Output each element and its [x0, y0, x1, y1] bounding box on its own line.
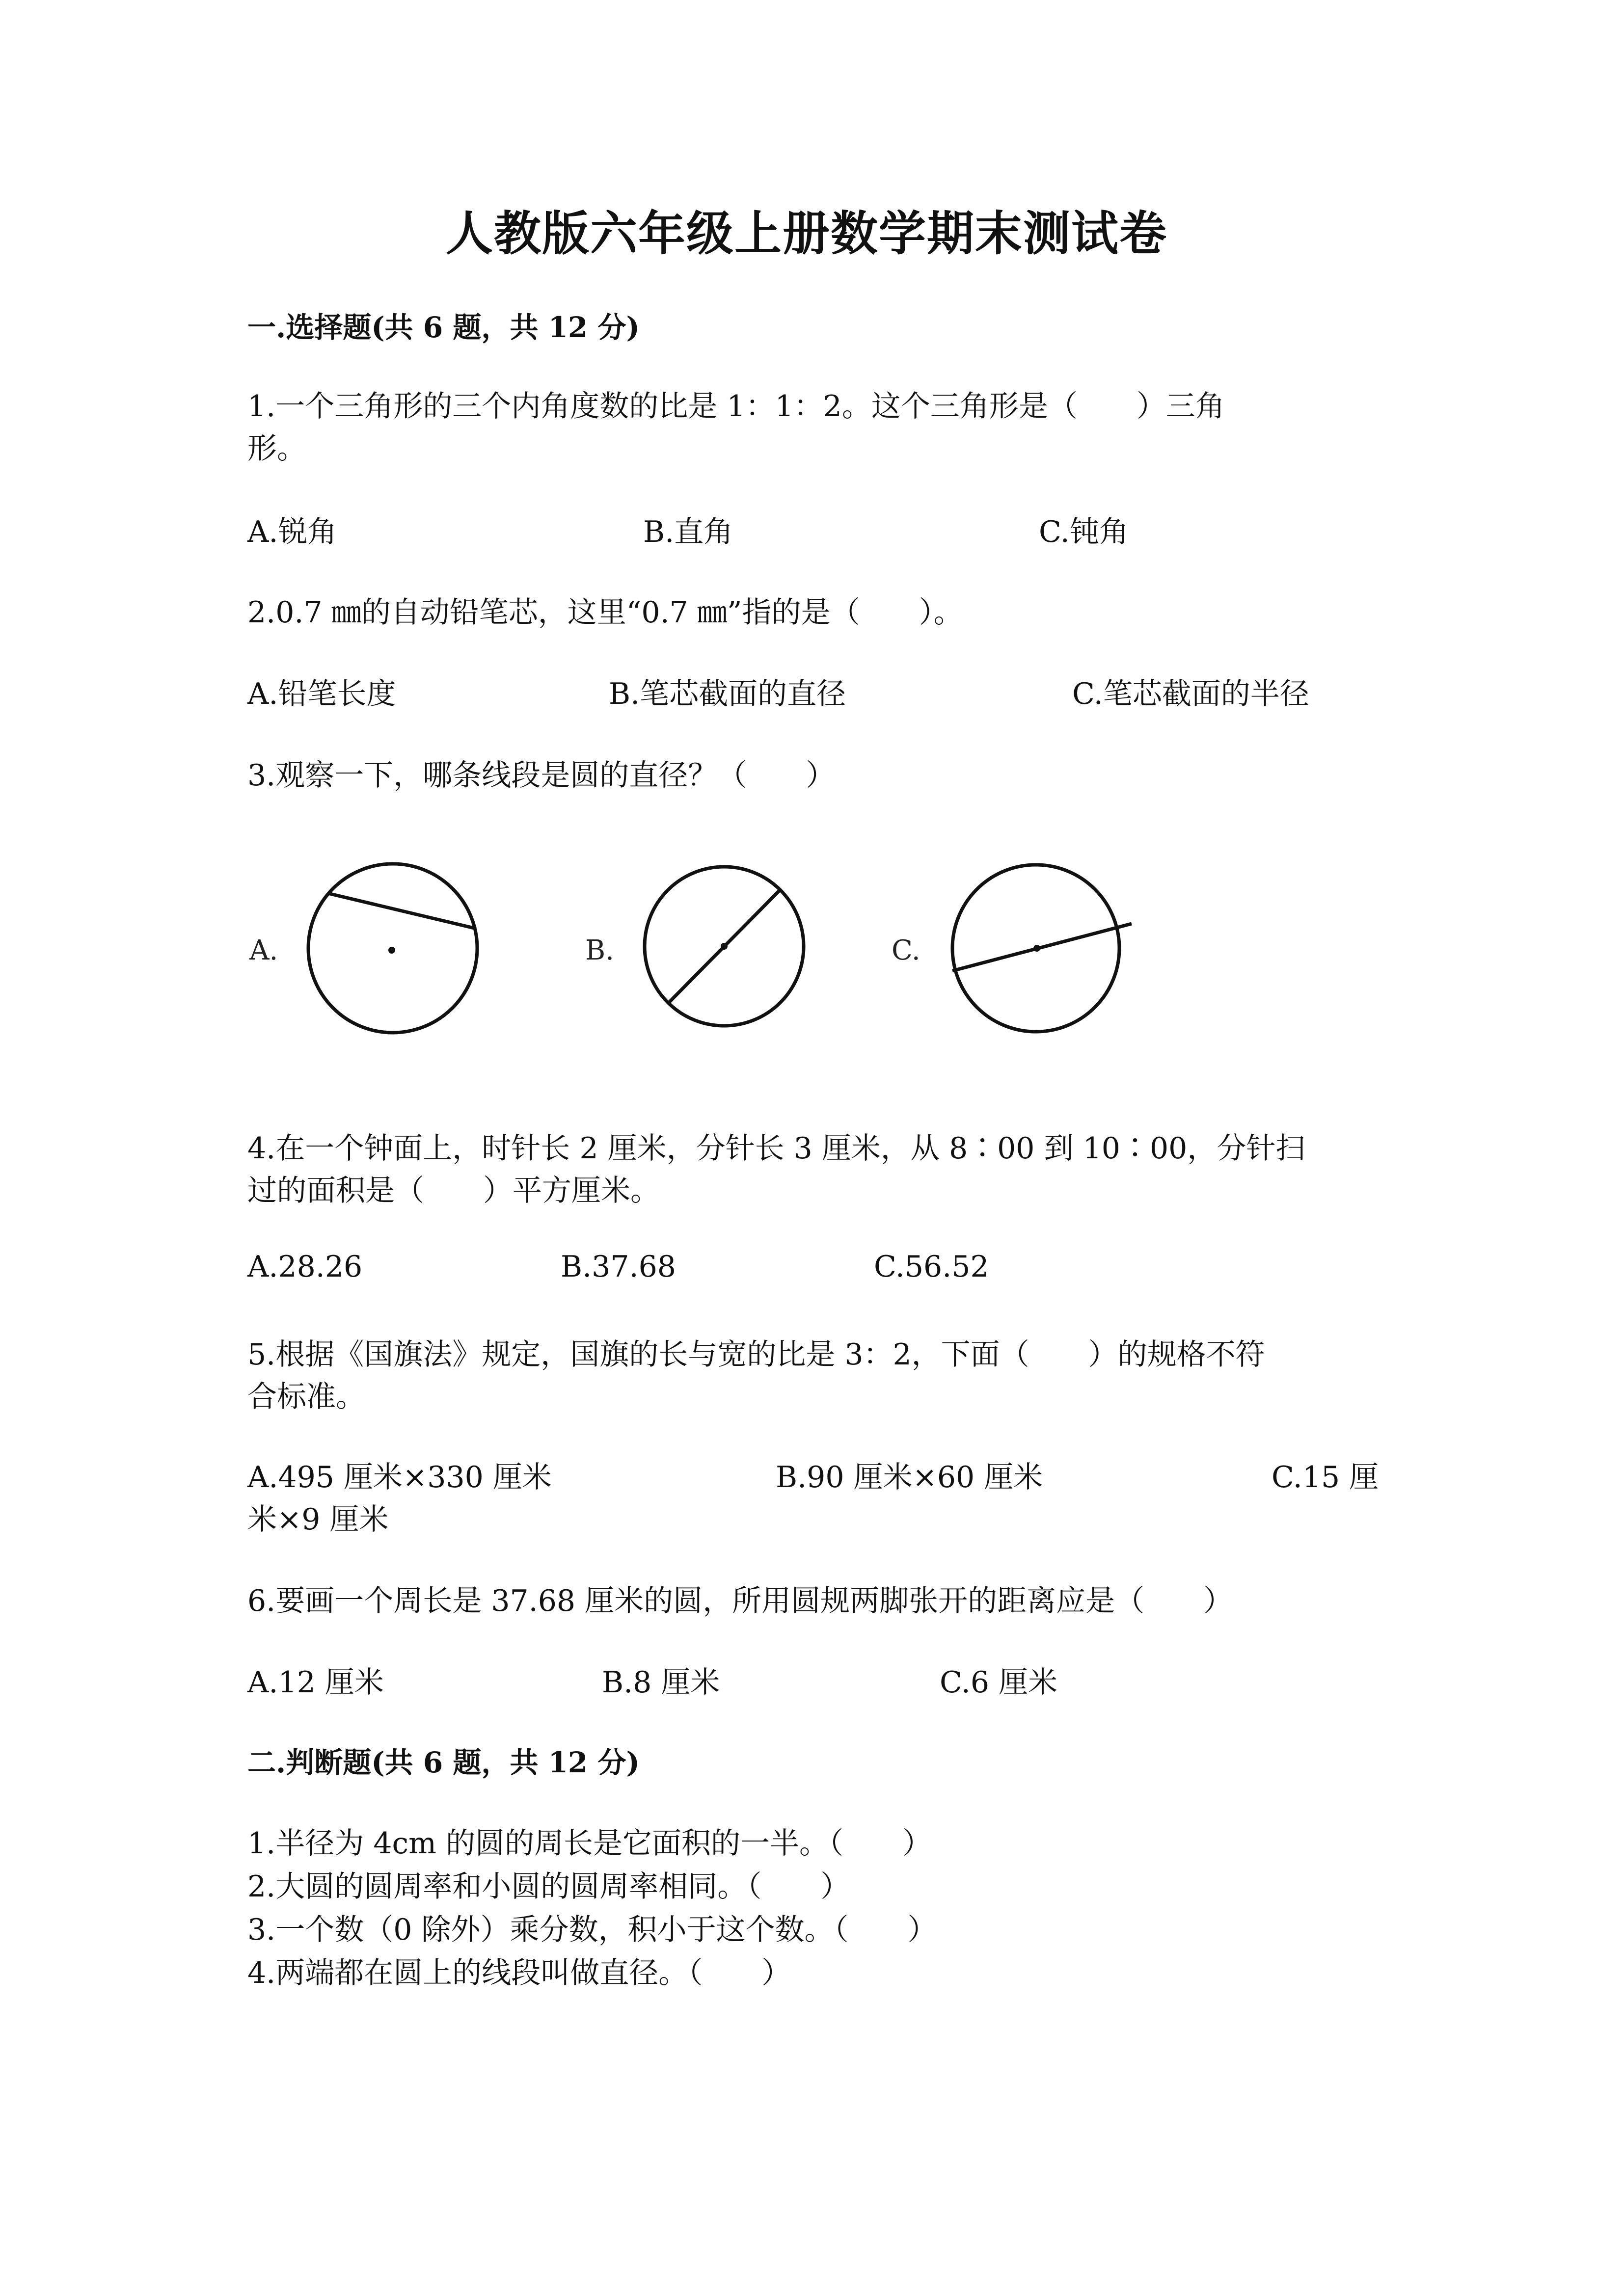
figure-label-a: A. — [249, 934, 278, 966]
question-4-option-b: B.37.68 — [561, 1250, 676, 1284]
section-heading-choice: 一.选择题(共 6 题，共 12 分) — [247, 311, 640, 344]
question-5-option-c-cont: 米×9 厘米 — [247, 1502, 389, 1537]
question-6-option-a: A.12 厘米 — [247, 1665, 384, 1700]
center-dot-b — [721, 943, 728, 950]
question-6-option-c: C.6 厘米 — [940, 1665, 1058, 1700]
question-2-line-1: 2.0.7 ㎜的自动铅笔芯，这里“0.7 ㎜”指的是（ ）。 — [247, 595, 963, 630]
question-6-option-b: B.8 厘米 — [602, 1665, 720, 1700]
question-5-line-1: 5.根据《国旗法》规定，国旗的长与宽的比是 3：2，下面（ ）的规格不符 — [247, 1337, 1265, 1372]
judgement-4: 4.两端都在圆上的线段叫做直径。（ ） — [247, 1956, 791, 1990]
question-4-line-2: 过的面积是（ ）平方厘米。 — [247, 1174, 660, 1208]
question-1-line-2: 形。 — [247, 431, 306, 466]
chord-a — [328, 893, 476, 929]
question-2-option-c: C.笔芯截面的半径 — [1072, 677, 1309, 711]
question-1-line-1: 1.一个三角形的三个内角度数的比是 1：1：2。这个三角形是（ ）三角 — [247, 389, 1225, 424]
question-5-line-2: 合标准。 — [247, 1380, 365, 1414]
question-2-option-b: B.笔芯截面的直径 — [609, 677, 846, 711]
judgement-2: 2.大圆的圆周率和小圆的圆周率相同。（ ） — [247, 1869, 850, 1904]
center-dot-a — [388, 947, 395, 954]
question-1-option-b: B.直角 — [643, 515, 733, 549]
section-heading-judgement: 二.判断题(共 6 题，共 12 分) — [247, 1746, 640, 1779]
question-1-option-a: A.锐角 — [247, 515, 337, 549]
question-3-line-1: 3.观察一下，哪条线段是圆的直径？（ ） — [247, 758, 836, 793]
figure-label-c: C. — [892, 934, 920, 966]
circles-figure — [236, 844, 1168, 1050]
line-c — [952, 924, 1132, 971]
question-4-line-1: 4.在一个钟面上，时针长 2 厘米，分针长 3 厘米，从 8∶00 到 10∶00，分针扫 — [247, 1131, 1305, 1166]
question-6-line-1: 6.要画一个周长是 37.68 厘米的圆，所用圆规两脚张开的距离应是（ ） — [247, 1584, 1233, 1618]
page-title: 人教版六年级上册数学期末测试卷 — [446, 206, 1167, 261]
question-2-option-a: A.铅笔长度 — [247, 677, 396, 711]
judgement-3: 3.一个数（0 除外）乘分数，积小于这个数。（ ） — [247, 1913, 937, 1947]
question-5-option-a: A.495 厘米×330 厘米 — [247, 1460, 552, 1495]
figure-label-b: B. — [585, 934, 614, 966]
question-5-option-b: B.90 厘米×60 厘米 — [776, 1460, 1043, 1495]
question-4-option-c: C.56.52 — [874, 1250, 989, 1284]
judgement-1: 1.半径为 4cm 的圆的周长是它面积的一半。（ ） — [247, 1826, 932, 1861]
question-5-option-c: C.15 厘 — [1272, 1460, 1379, 1495]
center-dot-c — [1033, 945, 1040, 952]
question-1-option-c: C.钝角 — [1039, 515, 1129, 549]
question-4-option-a: A.28.26 — [247, 1250, 363, 1284]
